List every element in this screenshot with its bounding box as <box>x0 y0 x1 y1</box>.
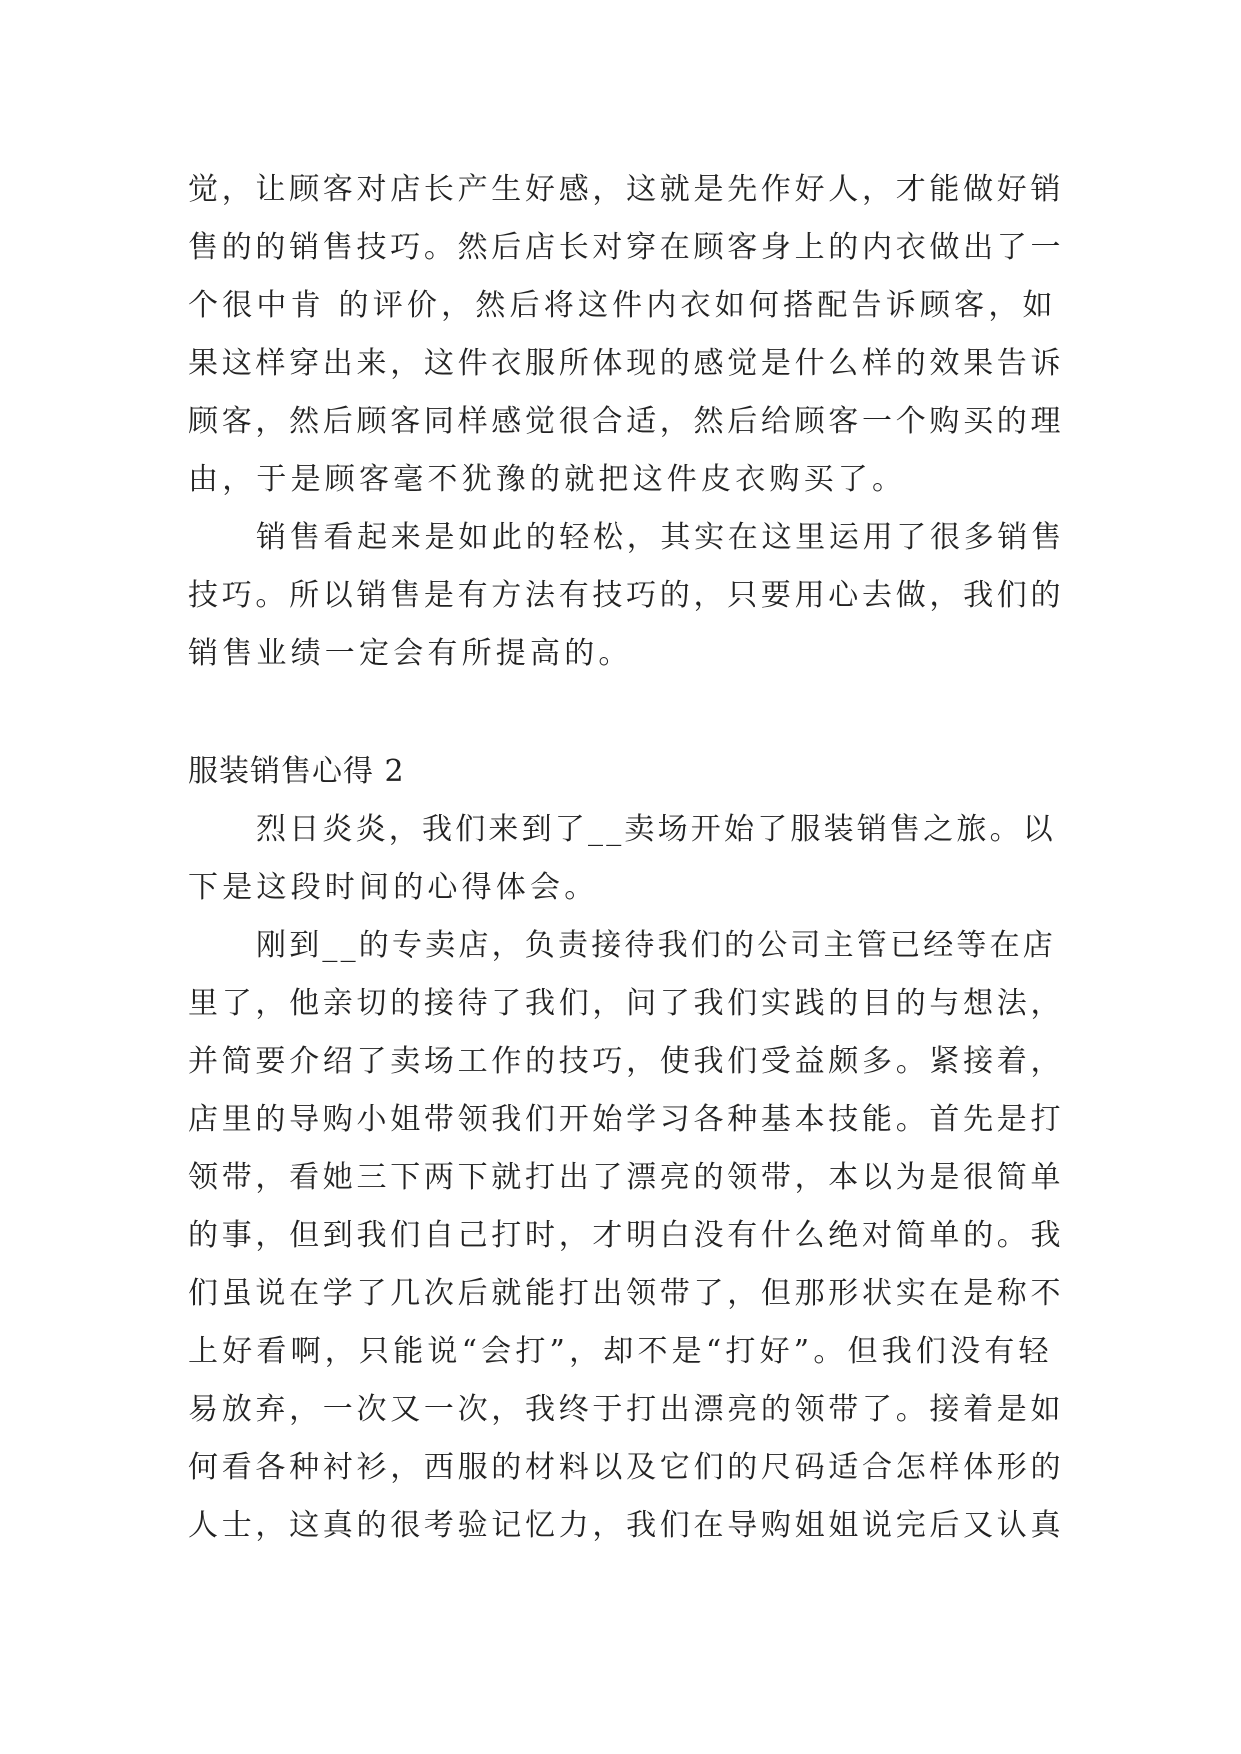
text-line: 并简要介绍了卖场工作的技巧，使我们受益颇多。紧接着， <box>188 1044 1065 1079</box>
text-line: 里了，他亲切的接待了我们，问了我们实践的目的与想法， <box>188 986 1065 1021</box>
text-line: 何看各种衬衫，西服的材料以及它们的尺码适合怎样体形的 <box>188 1450 1065 1485</box>
text-line: 店里的导购小姐带领我们开始学习各种基本技能。首先是打 <box>188 1102 1065 1137</box>
text-line: 销售业绩一定会有所提高的。 <box>188 636 633 671</box>
text-line: 觉，让顾客对店长产生好感，这就是先作好人，才能做好销 <box>188 172 1065 207</box>
text-line: 顾客，然后顾客同样感觉很合适，然后给顾客一个购买的理 <box>188 404 1065 439</box>
text-line: 易放弃，一次又一次，我终于打出漂亮的领带了。接着是如 <box>188 1392 1065 1427</box>
text-line: 刚到__的专卖店，负责接待我们的公司主管已经等在店 <box>256 928 1056 963</box>
text-line: 下是这段时间的心得体会。 <box>188 870 599 905</box>
text-line: 上好看啊，只能说“会打”，却不是“打好”。但我们没有轻 <box>188 1334 1053 1369</box>
text-line: 售的的销售技巧。然后店长对穿在顾客身上的内衣做出了一 <box>188 230 1065 265</box>
text-line: 个很中肯 的评价，然后将这件内衣如何搭配告诉顾客，如 <box>188 288 1057 323</box>
text-line: 们虽说在学了几次后就能打出领带了，但那形状实在是称不 <box>188 1276 1065 1311</box>
text-line: 领带，看她三下两下就打出了漂亮的领带，本以为是很简单 <box>188 1160 1065 1195</box>
heading-text: 服装销售心得 2 <box>188 754 405 789</box>
text-line: 的事，但到我们自己打时，才明白没有什么绝对简单的。我 <box>188 1218 1065 1253</box>
text-line: 技巧。所以销售是有方法有技巧的，只要用心去做，我们的 <box>188 578 1065 613</box>
text-line: 由，于是顾客毫不犹豫的就把这件皮衣购买了。 <box>188 462 907 497</box>
text-line: 烈日炎炎，我们来到了__卖场开始了服装销售之旅。以 <box>256 812 1056 847</box>
text-line: 人士，这真的很考验记忆力，我们在导购姐姐说完后又认真 <box>188 1508 1065 1543</box>
text-line: 果这样穿出来，这件衣服所体现的感觉是什么样的效果告诉 <box>188 346 1065 381</box>
text-line: 销售看起来是如此的轻松，其实在这里运用了很多销售 <box>256 520 1065 555</box>
